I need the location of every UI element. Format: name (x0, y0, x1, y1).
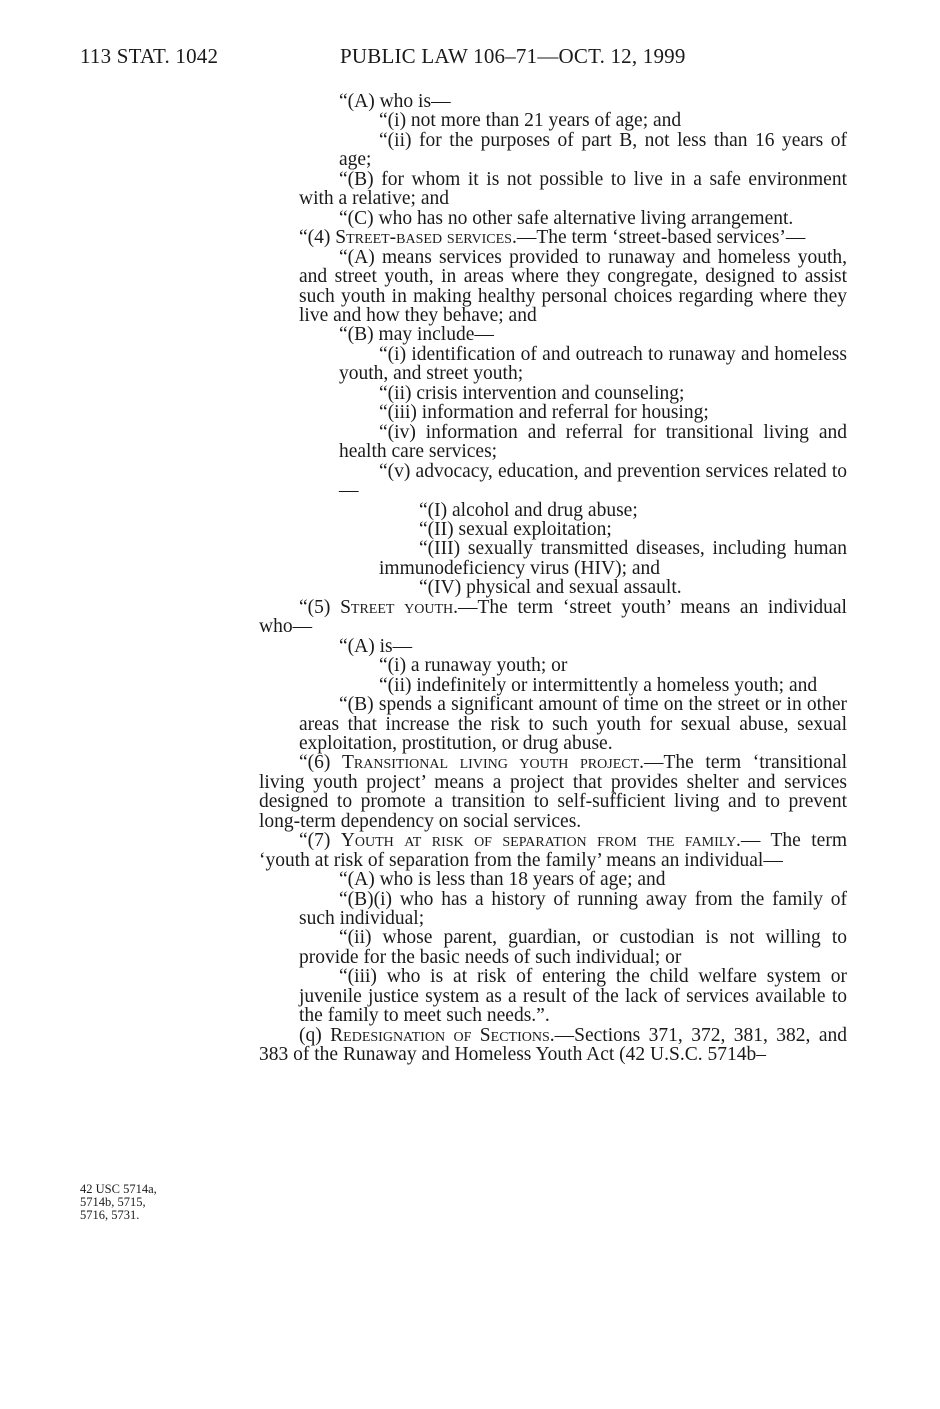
definition-5-text: —The term ‘street youth’ means an individual who— (259, 596, 847, 638)
definition-4 (259, 228, 847, 247)
page-stat-citation: 113 STAT. 1042 (80, 44, 219, 68)
paragraph-3a-ii: “(ii) for the purposes of part B, not less than 16 years of age; (339, 129, 847, 171)
margin-citation (80, 1183, 200, 1222)
paragraph-4b-i: “(i) identification of and outreach to runaway and homeless youth, and street youth; (339, 343, 847, 385)
paragraph-4b-v-I: “(I) alcohol and drug abuse; (419, 499, 638, 521)
definition-6-text: —The term ‘transitional living youth project’ means a project that provides shelter and services designed to promote a transition to self-sufficient living and to prevent long-term dependency on social services. (259, 752, 847, 832)
page-law-header: PUBLIC LAW 106–71—OCT. 12, 1999 (340, 44, 686, 68)
paragraph-4a: “(A) means services provided to runaway and homeless youth, and street youth, in areas where they congregate, designed to assist such youth in making healthy personal choices regarding where they live and how they behave; and (299, 246, 847, 326)
subsection-q-number: (q) (299, 1024, 331, 1046)
margin-citation-line: 5714b, 5715, (80, 1195, 146, 1209)
definition-6 (259, 753, 847, 831)
paragraph-4b-v: “(v) advocacy, education, and prevention services related to— (339, 460, 847, 502)
paragraph-4b-ii: “(ii) crisis intervention and counseling; (379, 382, 685, 404)
paragraph-4b-v-II: “(II) sexual exploitation; (419, 518, 612, 540)
definition-4-number: “(4) (299, 227, 336, 249)
paragraph-5a: “(A) is— (339, 635, 413, 657)
margin-citation-line: 42 USC 5714a, (80, 1182, 157, 1196)
definition-4-heading: Street-based services. (335, 227, 517, 249)
paragraph-3b: “(B) for whom it is not possible to live in a safe environment with a relative; and (299, 168, 847, 210)
definition-5 (259, 598, 847, 637)
definition-7-text: The term ‘youth at risk of separation from the family’ means an individual— (259, 830, 847, 871)
paragraph-7b-ii: “(ii) whose parent, guardian, or custodian is not willing to provide for the basic needs of such individual; or (299, 927, 847, 968)
definition-5-number: “(5) (299, 596, 341, 618)
definition-4-text: —The term ‘street-based services’— (516, 227, 806, 249)
body-text (259, 92, 847, 1065)
paragraph-7b-i: “(B)(i) who has a history of running away from the family of such individual; (299, 888, 847, 930)
definition-7-heading: Youth at risk of separation from the family.— (340, 830, 761, 852)
definition-5-heading: Street youth. (340, 596, 458, 618)
margin-citation-line: 5716, 5731. (80, 1208, 140, 1222)
paragraph-5b: “(B) spends a significant amount of time on the street or in other areas that increase the risk to such youth for sexual abuse, sexual exploitation, prostitution, or drug abuse. (299, 694, 847, 754)
paragraph-4b: “(B) may include— (339, 324, 494, 346)
paragraph-3a: “(A) who is— (339, 91, 451, 112)
paragraph-5a-i: “(i) a runaway youth; or (379, 655, 568, 677)
paragraph-4b-v-III: “(III) sexually transmitted diseases, including human immunodeficiency virus (HIV); and (379, 538, 847, 579)
paragraph-4b-iii: “(iii) information and referral for housing; (379, 402, 709, 424)
paragraph-3c: “(C) who has no other safe alternative living arrangement. (339, 207, 794, 229)
definition-6-number: “(6) (299, 752, 342, 774)
paragraph-3a-i: “(i) not more than 21 years of age; and (379, 110, 682, 132)
subsection-q-text: —Sections 371, 372, 381, 382, and 383 of the Runaway and Homeless Youth Act (42 U.S.C. 5714b– (259, 1024, 848, 1066)
paragraph-4b-iv: “(iv) information and referral for transitional living and health care services; (339, 421, 847, 463)
subsection-q (259, 1026, 847, 1065)
definition-6-heading: Transitional living youth project. (342, 752, 645, 774)
paragraph-7a: “(A) who is less than 18 years of age; and (339, 869, 666, 891)
definition-7 (259, 831, 847, 870)
paragraph-4b-v-IV: “(IV) physical and sexual assault. (419, 577, 682, 599)
paragraph-7b-iii: “(iii) who is at risk of entering the child welfare system or juvenile justice system as a result of the lack of services available to the family to meet such needs.”. (299, 966, 847, 1027)
definition-7-number: “(7) (299, 830, 341, 852)
subsection-q-heading: Redesignation of Sections. (330, 1024, 555, 1046)
paragraph-5a-ii: “(ii) indefinitely or intermittently a homeless youth; and (379, 674, 818, 696)
